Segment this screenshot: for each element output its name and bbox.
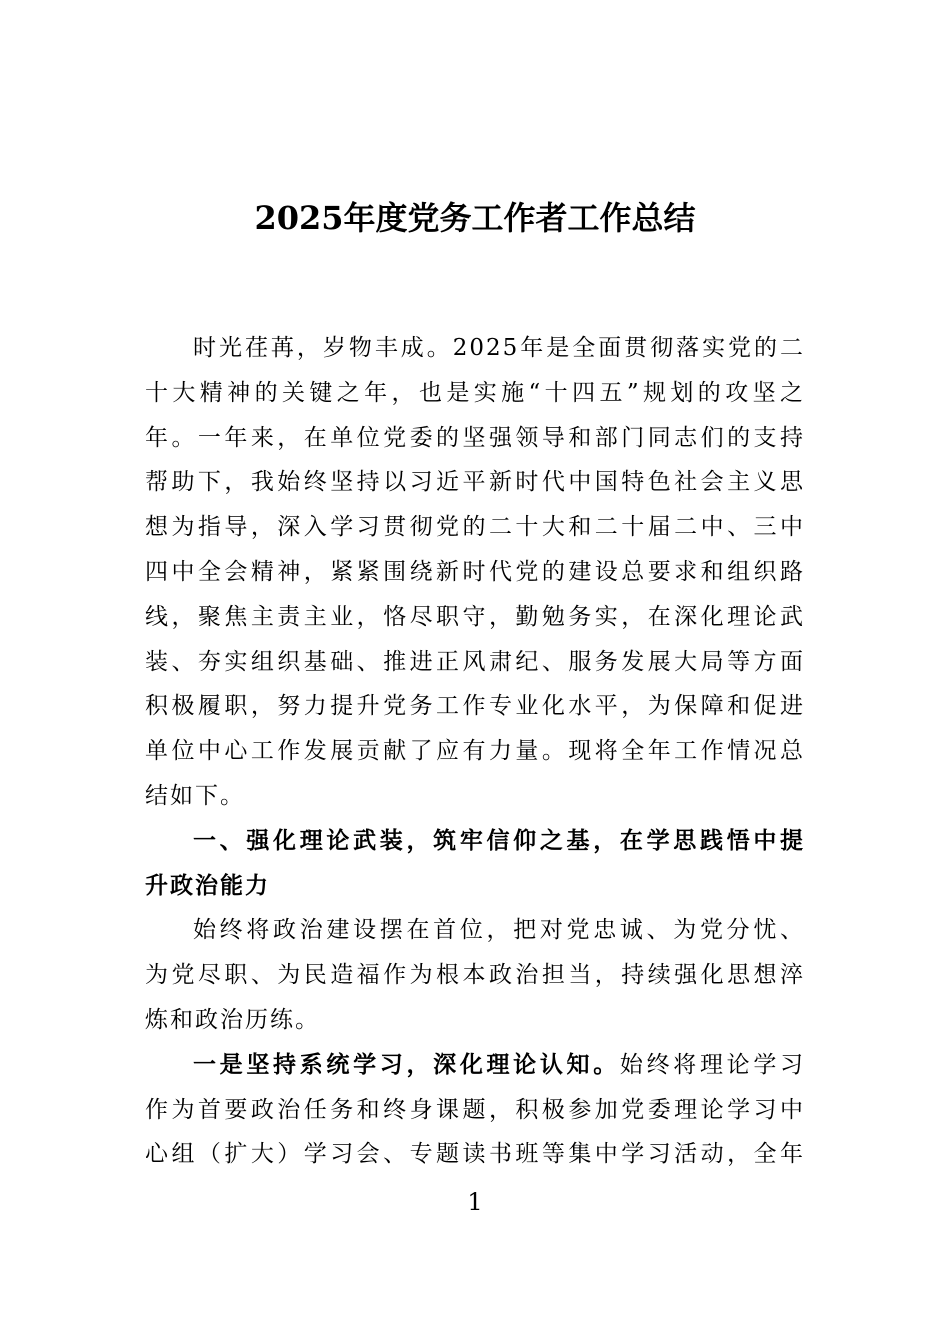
page-number: 1: [467, 1188, 483, 1216]
text-line: 装、夯实组织基础、推进正风肃纪、服务发展大局等方面: [145, 648, 805, 675]
document-body: [145, 326, 805, 1177]
heading-line: 一、强化理论武装，筑牢信仰之基，在学思践悟中提: [193, 826, 805, 854]
text-line: 线，聚焦主责主业，恪尽职守，勤勉务实，在深化理论武: [145, 603, 805, 630]
text-line: 四中全会精神，紧紧围绕新时代党的建设总要求和组织路: [145, 558, 805, 585]
paragraph-intro: [145, 326, 805, 819]
paragraph-study: [145, 1043, 805, 1177]
text-line: 年。一年来，在单位党委的坚强领导和部门同志们的支持: [145, 424, 805, 451]
text-line: 心组（扩大）学习会、专题读书班等集中学习活动，全年: [145, 1141, 805, 1168]
text-line: 作为首要政治任务和终身课题，积极参加党委理论学习中: [145, 1096, 805, 1123]
text-line: 炼和政治历练。: [145, 1006, 320, 1033]
text-line: 结如下。: [145, 782, 245, 809]
document-title: 2025年度党务工作者工作总结: [254, 199, 696, 237]
text-line: 为党尽职、为民造福作为根本政治担当，持续强化思想淬: [145, 962, 805, 989]
paragraph-political: [145, 908, 805, 1042]
text-line: 积极履职，努力提升党务工作专业化水平，为保障和促进: [145, 693, 805, 720]
heading-line: 升政治能力: [145, 871, 270, 899]
section-heading: [145, 819, 805, 909]
text-line: 始终将政治建设摆在首位，把对党忠诚、为党分忧、: [193, 917, 805, 944]
text-line: 时光荏苒，岁物丰成。2025年是全面贯彻落实党的二: [193, 335, 805, 361]
text-line: 帮助下，我始终坚持以习近平新时代中国特色社会主义思: [145, 469, 805, 496]
bold-lead: 一是坚持系统学习，深化理论认知。: [193, 1050, 620, 1078]
text-line: [145, 1043, 805, 1088]
text-line: 单位中心工作发展贡献了应有力量。现将全年工作情况总: [145, 738, 805, 765]
text-line: 想为指导，深入学习贯彻党的二十大和二十届二中、三中: [145, 514, 805, 541]
text-line: 十大精神的关键之年，也是实施“十四五”规划的攻坚之: [145, 379, 805, 406]
text-span: 始终将理论学习: [619, 1051, 806, 1078]
